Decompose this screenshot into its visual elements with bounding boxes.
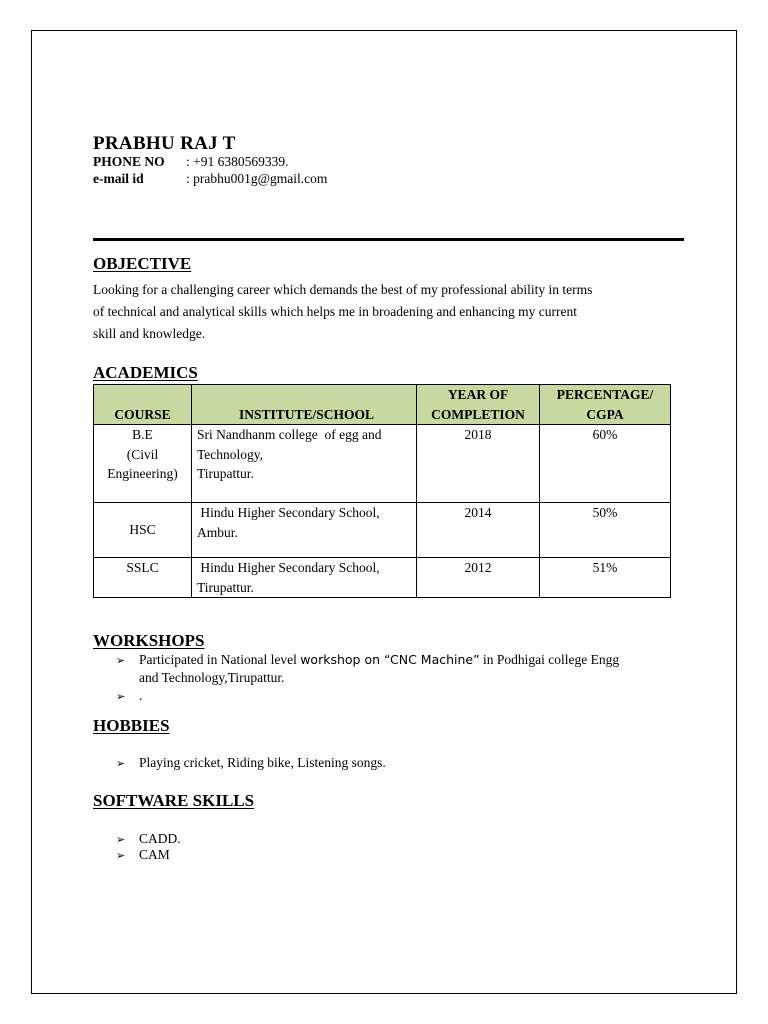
objective-line: of technical and analytical skills which helps me in broadening and enhancing my current: [93, 304, 577, 319]
arrow-bullet-icon: ➢: [116, 655, 126, 667]
hobbies-heading: HOBBIES: [93, 716, 170, 735]
objective-line: skill and knowledge.: [93, 326, 206, 341]
column-header-text: YEAR OF: [447, 387, 509, 402]
column-header-institute: [192, 385, 417, 425]
column-header-year: [417, 385, 540, 425]
skill-item: CADD.: [139, 831, 181, 846]
candidate-name: PRABHU RAJ T: [93, 133, 236, 154]
table-header-row: [94, 385, 671, 425]
objective-text: [93, 279, 683, 345]
column-header-text: CGPA: [586, 406, 624, 422]
column-header-text: INSTITUTE/SCHOOL: [238, 406, 375, 422]
arrow-bullet-icon: ➢: [116, 850, 126, 862]
workshop-item: .: [139, 688, 143, 703]
academics-table: [93, 384, 671, 598]
workshop-item-continued: and Technology,Tirupattur.: [139, 670, 285, 685]
institute-text: Hindu Higher Secondary School,: [197, 505, 380, 520]
column-header-course: [94, 385, 192, 425]
course-cell: [94, 425, 192, 503]
year-cell: 2018: [417, 425, 540, 503]
objective-heading: OBJECTIVE: [93, 254, 192, 273]
table-row: [94, 503, 671, 558]
workshop-text: in Podhigai college Engg: [479, 652, 620, 667]
academics-heading: ACADEMICS: [93, 363, 198, 382]
arrow-bullet-icon: ➢: [116, 834, 126, 846]
software-skills-heading: SOFTWARE SKILLS: [93, 791, 255, 810]
column-header-percentage: [540, 385, 671, 425]
phone-label: PHONE NO: [93, 154, 165, 169]
institute-cell: [192, 425, 417, 503]
percentage-cell: 51%: [540, 558, 671, 598]
course-text: Engineering): [107, 466, 178, 481]
percentage-cell: 60%: [540, 425, 671, 503]
objective-line: Looking for a challenging career which demands the best of my professional ability in terms: [93, 282, 593, 297]
table-row: [94, 558, 671, 598]
course-text: (Civil: [126, 446, 159, 462]
column-header-text: COURSE: [114, 406, 171, 422]
institute-text: Hindu Higher Secondary School,: [197, 560, 380, 575]
institute-text: Sri Nandhanm college of egg and: [197, 427, 382, 442]
workshop-text: Participated in National level: [139, 652, 301, 667]
institute-text: Ambur.: [197, 524, 238, 540]
institute-cell: [192, 558, 417, 598]
institute-text: Tirupattur.: [197, 466, 254, 481]
workshops-heading: WORKSHOPS: [93, 631, 205, 650]
header-divider: [93, 238, 684, 241]
table-row: [94, 425, 671, 503]
course-cell: HSC: [94, 503, 192, 558]
year-cell: 2012: [417, 558, 540, 598]
column-header-text: PERCENTAGE/: [556, 387, 654, 402]
course-text: B.E: [132, 427, 153, 442]
hobby-item: Playing cricket, Riding bike, Listening songs.: [139, 755, 386, 770]
institute-text: Tirupattur.: [197, 579, 254, 595]
institute-cell: [192, 503, 417, 558]
year-cell: 2014: [417, 503, 540, 558]
percentage-cell: 50%: [540, 503, 671, 558]
phone-value: : +91 6380569339.: [186, 154, 289, 169]
skill-item: CAM: [139, 847, 170, 862]
institute-text: Technology,: [197, 446, 264, 462]
workshop-highlight-text: workshop on “CNC Machine”: [300, 652, 480, 667]
arrow-bullet-icon: ➢: [116, 758, 126, 770]
workshop-item: [139, 652, 619, 668]
column-header-text: COMPLETION: [431, 406, 525, 422]
course-cell: SSLC: [94, 558, 192, 598]
email-label: e-mail id: [93, 171, 144, 186]
arrow-bullet-icon: ➢: [116, 691, 126, 703]
email-value: : prabhu001g@gmail.com: [186, 171, 328, 186]
